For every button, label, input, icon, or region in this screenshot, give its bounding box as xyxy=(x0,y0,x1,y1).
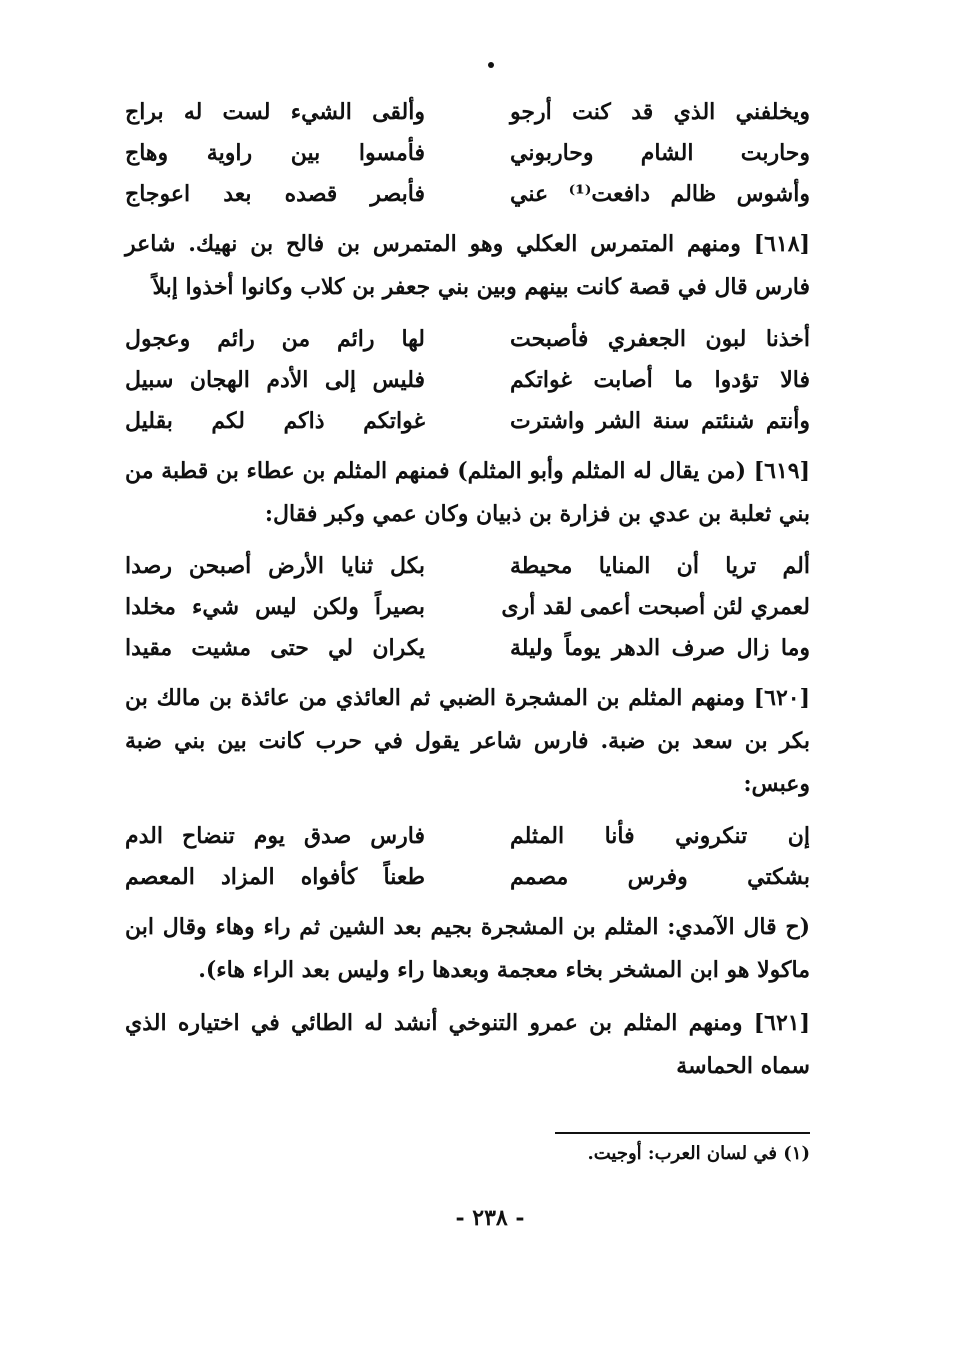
verse-line xyxy=(125,816,810,857)
verse-line xyxy=(125,360,810,401)
footnote-separator xyxy=(555,1132,810,1134)
poem-block-4 xyxy=(125,816,810,898)
verse-line xyxy=(125,401,810,442)
footnote: (١) في لسان العرب: أوجيت. xyxy=(587,1143,810,1164)
entry-618: [٦١٨] ومنهم المتمرس العكلي وهو المتمرس بن فالح بن نهيك. شاعر فارس قال في قصة كانت بينهم وبين بني جعفر بن كلاب وكانوا أخذوا إبلاً xyxy=(125,231,810,300)
second-hemistich: لها رائم من رائم وعجول xyxy=(125,326,425,352)
first-hemistich: وحاربت الشام وحاربوني xyxy=(510,140,810,166)
verse-line xyxy=(125,92,810,133)
second-hemistich: وألقى الشيء لست له براج xyxy=(125,99,425,125)
first-hemistich: وما زال صرف الدهر يوماً وليلة xyxy=(510,635,810,661)
first-hemistich: إن تنكروني فأنا المثلم xyxy=(510,823,810,849)
poem-block-3 xyxy=(125,546,810,669)
page-ornament-dot xyxy=(488,62,494,68)
second-hemistich: بصيراً ولكن ليس شيء مخلدا xyxy=(125,594,425,620)
second-hemistich: فارس صدق يوم تنضاح الدم xyxy=(125,823,425,849)
second-hemistich: فأمسوا بين راوية وهاج xyxy=(125,140,425,166)
second-hemistich: فليس إلى الأدم الهجان سبيل xyxy=(125,367,425,393)
verse-line xyxy=(125,587,810,628)
entry-621: [٦٢١] ومنهم المثلم بن عمرو التنوخي أنشد له الطائي في اختياره الذي سماه الحماسة xyxy=(125,1010,811,1079)
second-hemistich: غواتكم ذاكم لكم بقليل xyxy=(125,408,425,434)
verse-line xyxy=(125,174,810,215)
first-hemistich: بشكتي وفرس مصمم xyxy=(510,864,810,890)
verse-line xyxy=(125,133,810,174)
page-body xyxy=(125,92,810,1098)
entry-619: [٦١٩] (من يقال له المثلم وأبو المثلم) فمنهم المثلم بن عطاء بن قطبة من بني ثعلبة بن عدي بن فزارة بن ذبيان وكان عمي وكبر فقال: xyxy=(125,458,810,527)
first-hemistich: لعمري لئن أصبحت أعمى لقد أرى xyxy=(501,594,810,620)
first-hemistich: وأشوس ظالم دافعت⁽¹⁾ عني xyxy=(510,181,810,207)
verse-line xyxy=(125,319,810,360)
verse-line xyxy=(125,857,810,898)
verse-line xyxy=(125,546,810,587)
verse-line xyxy=(125,628,810,669)
second-hemistich: بكل ثنايا الأرض أصبحن رصدا xyxy=(125,553,425,579)
amidi-note: (ح قال الآمدي: المثلم بن المشجرة بجيم بعد الشين ثم راء وهاء وقال ابن ماكولا هو ابن المشخر بخاء معجمة وبعدها راء وليس بعد الراء هاء). xyxy=(125,914,810,983)
first-hemistich: فالا تؤدوا ما أصابت غواتكم xyxy=(510,367,810,393)
poem-block-2 xyxy=(125,319,810,442)
poem-block-1 xyxy=(125,92,810,215)
first-hemistich: وأنتم شنئتم سنة الشر واشترت xyxy=(510,408,810,434)
page-number: - ٢٣٨ - xyxy=(455,1205,525,1231)
second-hemistich: يكران لي حتى مشيت مقيدا xyxy=(125,635,425,661)
first-hemistich: ألم تريا أن المنايا محيطة xyxy=(510,553,810,579)
entry-620: [٦٢٠] ومنهم المثلم بن المشجرة الضبي ثم العائذي من عائذة بن مالك بن بكر بن سعد بن ضبة. فارس شاعر يقول في حرب كانت بين بني ضبة وعبس: xyxy=(125,685,811,797)
second-hemistich: فأبصر قصده بعد اعوجاج xyxy=(125,181,425,207)
second-hemistich: طعناً كأفواه المزاد المعصم xyxy=(125,864,425,890)
first-hemistich: ويخلفني الذي قد كنت أرجو xyxy=(510,99,810,125)
first-hemistich: أخذنا لبون الجعفري فأصبحت xyxy=(510,326,810,352)
